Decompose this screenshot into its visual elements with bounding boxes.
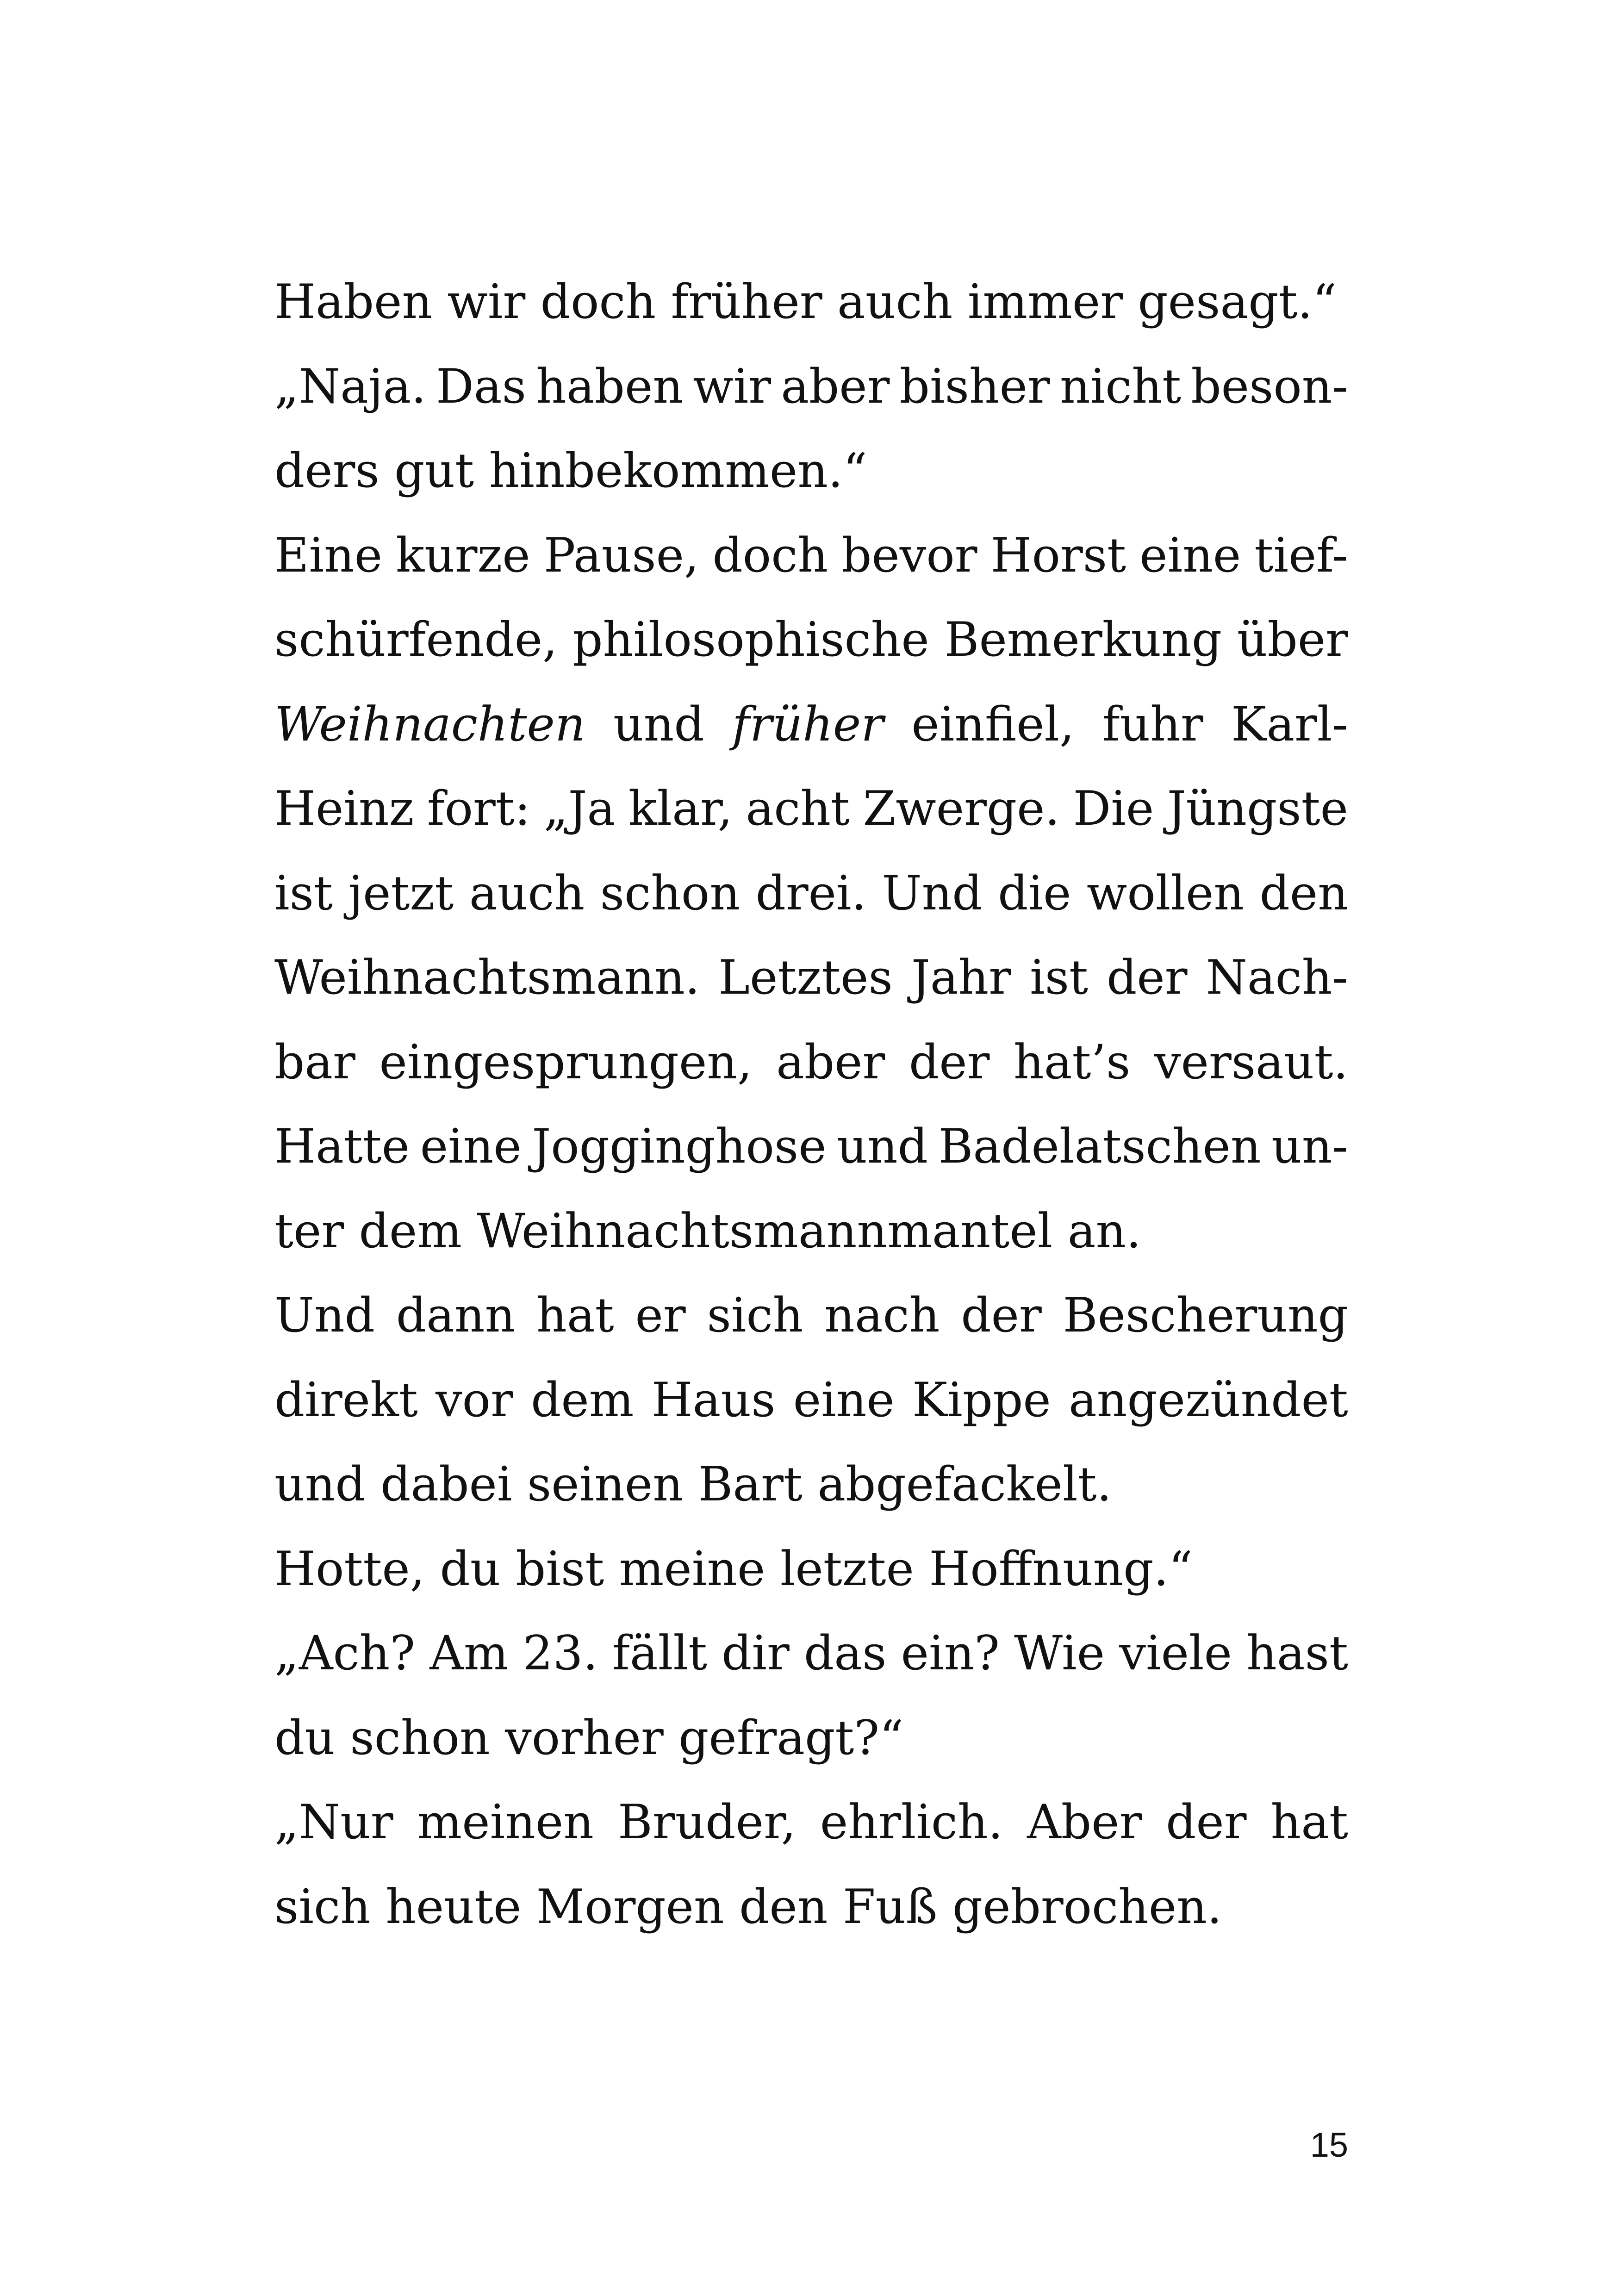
text-line xyxy=(274,1612,1348,1696)
word: vor xyxy=(436,1372,513,1428)
word: jetzt xyxy=(348,865,454,921)
word: drei. xyxy=(755,865,867,921)
word: der xyxy=(909,1034,990,1090)
word: der xyxy=(1107,950,1188,1005)
word: Nach- xyxy=(1206,950,1348,1005)
word: haben xyxy=(536,359,684,414)
word: Und xyxy=(274,1288,375,1343)
word: Die xyxy=(1073,781,1154,836)
word: Jogginghose xyxy=(532,1119,827,1174)
text-line xyxy=(274,1105,1348,1189)
word: hast xyxy=(1246,1626,1348,1681)
word: ist xyxy=(1030,950,1089,1005)
word: nicht xyxy=(1059,359,1182,414)
word: „Ja xyxy=(543,781,616,836)
word: ehrlich. xyxy=(820,1795,1003,1850)
word: fuhr xyxy=(1102,697,1203,752)
word: kurze xyxy=(396,528,530,583)
word: ist xyxy=(274,865,333,921)
word: dem xyxy=(531,1372,634,1428)
text-line: Haben wir doch früher auch immer gesagt.“ xyxy=(274,274,1337,330)
body-text xyxy=(274,260,1348,1949)
word: Kippe xyxy=(912,1372,1051,1428)
word: über xyxy=(1237,612,1348,667)
word: auch xyxy=(469,865,585,921)
word: das xyxy=(803,1626,887,1681)
word: Und xyxy=(882,865,983,921)
word: Wie xyxy=(1014,1626,1105,1681)
word: klar, xyxy=(628,781,733,836)
word: Badelatschen xyxy=(938,1119,1261,1174)
text-line: ders gut hinbekommen.“ xyxy=(274,443,867,498)
word: Weihnachtsmann. xyxy=(274,950,700,1005)
emphasized-word: Weihnachten xyxy=(274,697,585,752)
text-line xyxy=(274,1020,1348,1105)
word: aber xyxy=(776,1034,885,1090)
word: nach xyxy=(824,1288,940,1343)
text-line xyxy=(274,598,1348,683)
word: meinen xyxy=(417,1795,594,1850)
word: eine xyxy=(1139,528,1241,583)
word: angezündet xyxy=(1068,1372,1348,1428)
word: hat’s xyxy=(1014,1034,1131,1090)
text-line: ter dem Weihnachtsmannmantel an. xyxy=(274,1203,1141,1259)
text-line xyxy=(274,1274,1348,1358)
page-number: 15 xyxy=(1310,2126,1348,2164)
text-line xyxy=(274,1358,1348,1443)
word: 23. xyxy=(523,1626,598,1681)
word: eingesprungen, xyxy=(379,1034,753,1090)
word: Eine xyxy=(274,528,383,583)
word: dann xyxy=(396,1288,516,1343)
word: „Ach? xyxy=(274,1626,416,1681)
word: und xyxy=(837,1119,928,1174)
word: Heinz xyxy=(274,781,414,836)
word: wollen xyxy=(1087,865,1245,921)
word: direkt xyxy=(274,1372,418,1428)
word: philosophische xyxy=(573,612,929,667)
word: acht xyxy=(746,781,850,836)
word: bevor xyxy=(841,528,977,583)
word: er xyxy=(635,1288,686,1343)
word: hat xyxy=(536,1288,614,1343)
word: Bruder, xyxy=(617,1795,796,1850)
word: einfiel, xyxy=(911,697,1075,752)
word: Am xyxy=(429,1626,509,1681)
text-line: und dabei seinen Bart abgefackelt. xyxy=(274,1457,1112,1512)
word: schürfende, xyxy=(274,612,558,667)
word: Aber xyxy=(1027,1795,1142,1850)
text-line xyxy=(274,345,1348,429)
text-line xyxy=(274,936,1348,1020)
word: viele xyxy=(1119,1626,1232,1681)
word: Bescherung xyxy=(1063,1288,1348,1343)
text-line xyxy=(274,514,1348,598)
text-line-with-emphasis xyxy=(274,683,1348,767)
word: versaut. xyxy=(1154,1034,1348,1090)
text-line xyxy=(274,767,1348,852)
word: eine xyxy=(420,1119,522,1174)
word: beson- xyxy=(1191,359,1348,414)
word: die xyxy=(998,865,1071,921)
emphasized-word: früher xyxy=(732,697,884,752)
word: bar xyxy=(274,1034,355,1090)
word: eine xyxy=(793,1372,895,1428)
word: Jahr xyxy=(911,950,1012,1005)
word: un- xyxy=(1271,1119,1348,1174)
word: schon xyxy=(600,865,741,921)
word: wir xyxy=(693,359,771,414)
text-line xyxy=(274,852,1348,936)
word: fällt xyxy=(612,1626,707,1681)
word: Haus xyxy=(651,1372,776,1428)
text-line: Hotte, du bist meine letzte Hoffnung.“ xyxy=(274,1541,1193,1597)
word: Hatte xyxy=(274,1119,410,1174)
word: der xyxy=(961,1288,1042,1343)
word: den xyxy=(1259,865,1348,921)
word: ein? xyxy=(901,1626,1000,1681)
text-line: du schon vorher gefragt?“ xyxy=(274,1710,904,1766)
word: „Naja. xyxy=(274,359,426,414)
word: Pause, xyxy=(543,528,699,583)
word: aber xyxy=(781,359,890,414)
word: Bemerkung xyxy=(944,612,1222,667)
word: Letztes xyxy=(718,950,893,1005)
word: dir xyxy=(722,1626,790,1681)
text-line: sich heute Morgen den Fuß gebrochen. xyxy=(274,1879,1222,1935)
word: hat xyxy=(1270,1795,1348,1850)
word: bisher xyxy=(899,359,1050,414)
word: Zwerge. xyxy=(863,781,1060,836)
word: tief- xyxy=(1254,528,1348,583)
word: Das xyxy=(436,359,526,414)
word: „Nur xyxy=(274,1795,393,1850)
word: Jüngste xyxy=(1167,781,1348,836)
word: Karl- xyxy=(1231,697,1348,752)
word: fort: xyxy=(427,781,531,836)
word: der xyxy=(1166,1795,1247,1850)
word: und xyxy=(613,697,704,752)
word: doch xyxy=(712,528,828,583)
text-line xyxy=(274,1780,1348,1865)
word: sich xyxy=(707,1288,803,1343)
word: Horst xyxy=(990,528,1126,583)
